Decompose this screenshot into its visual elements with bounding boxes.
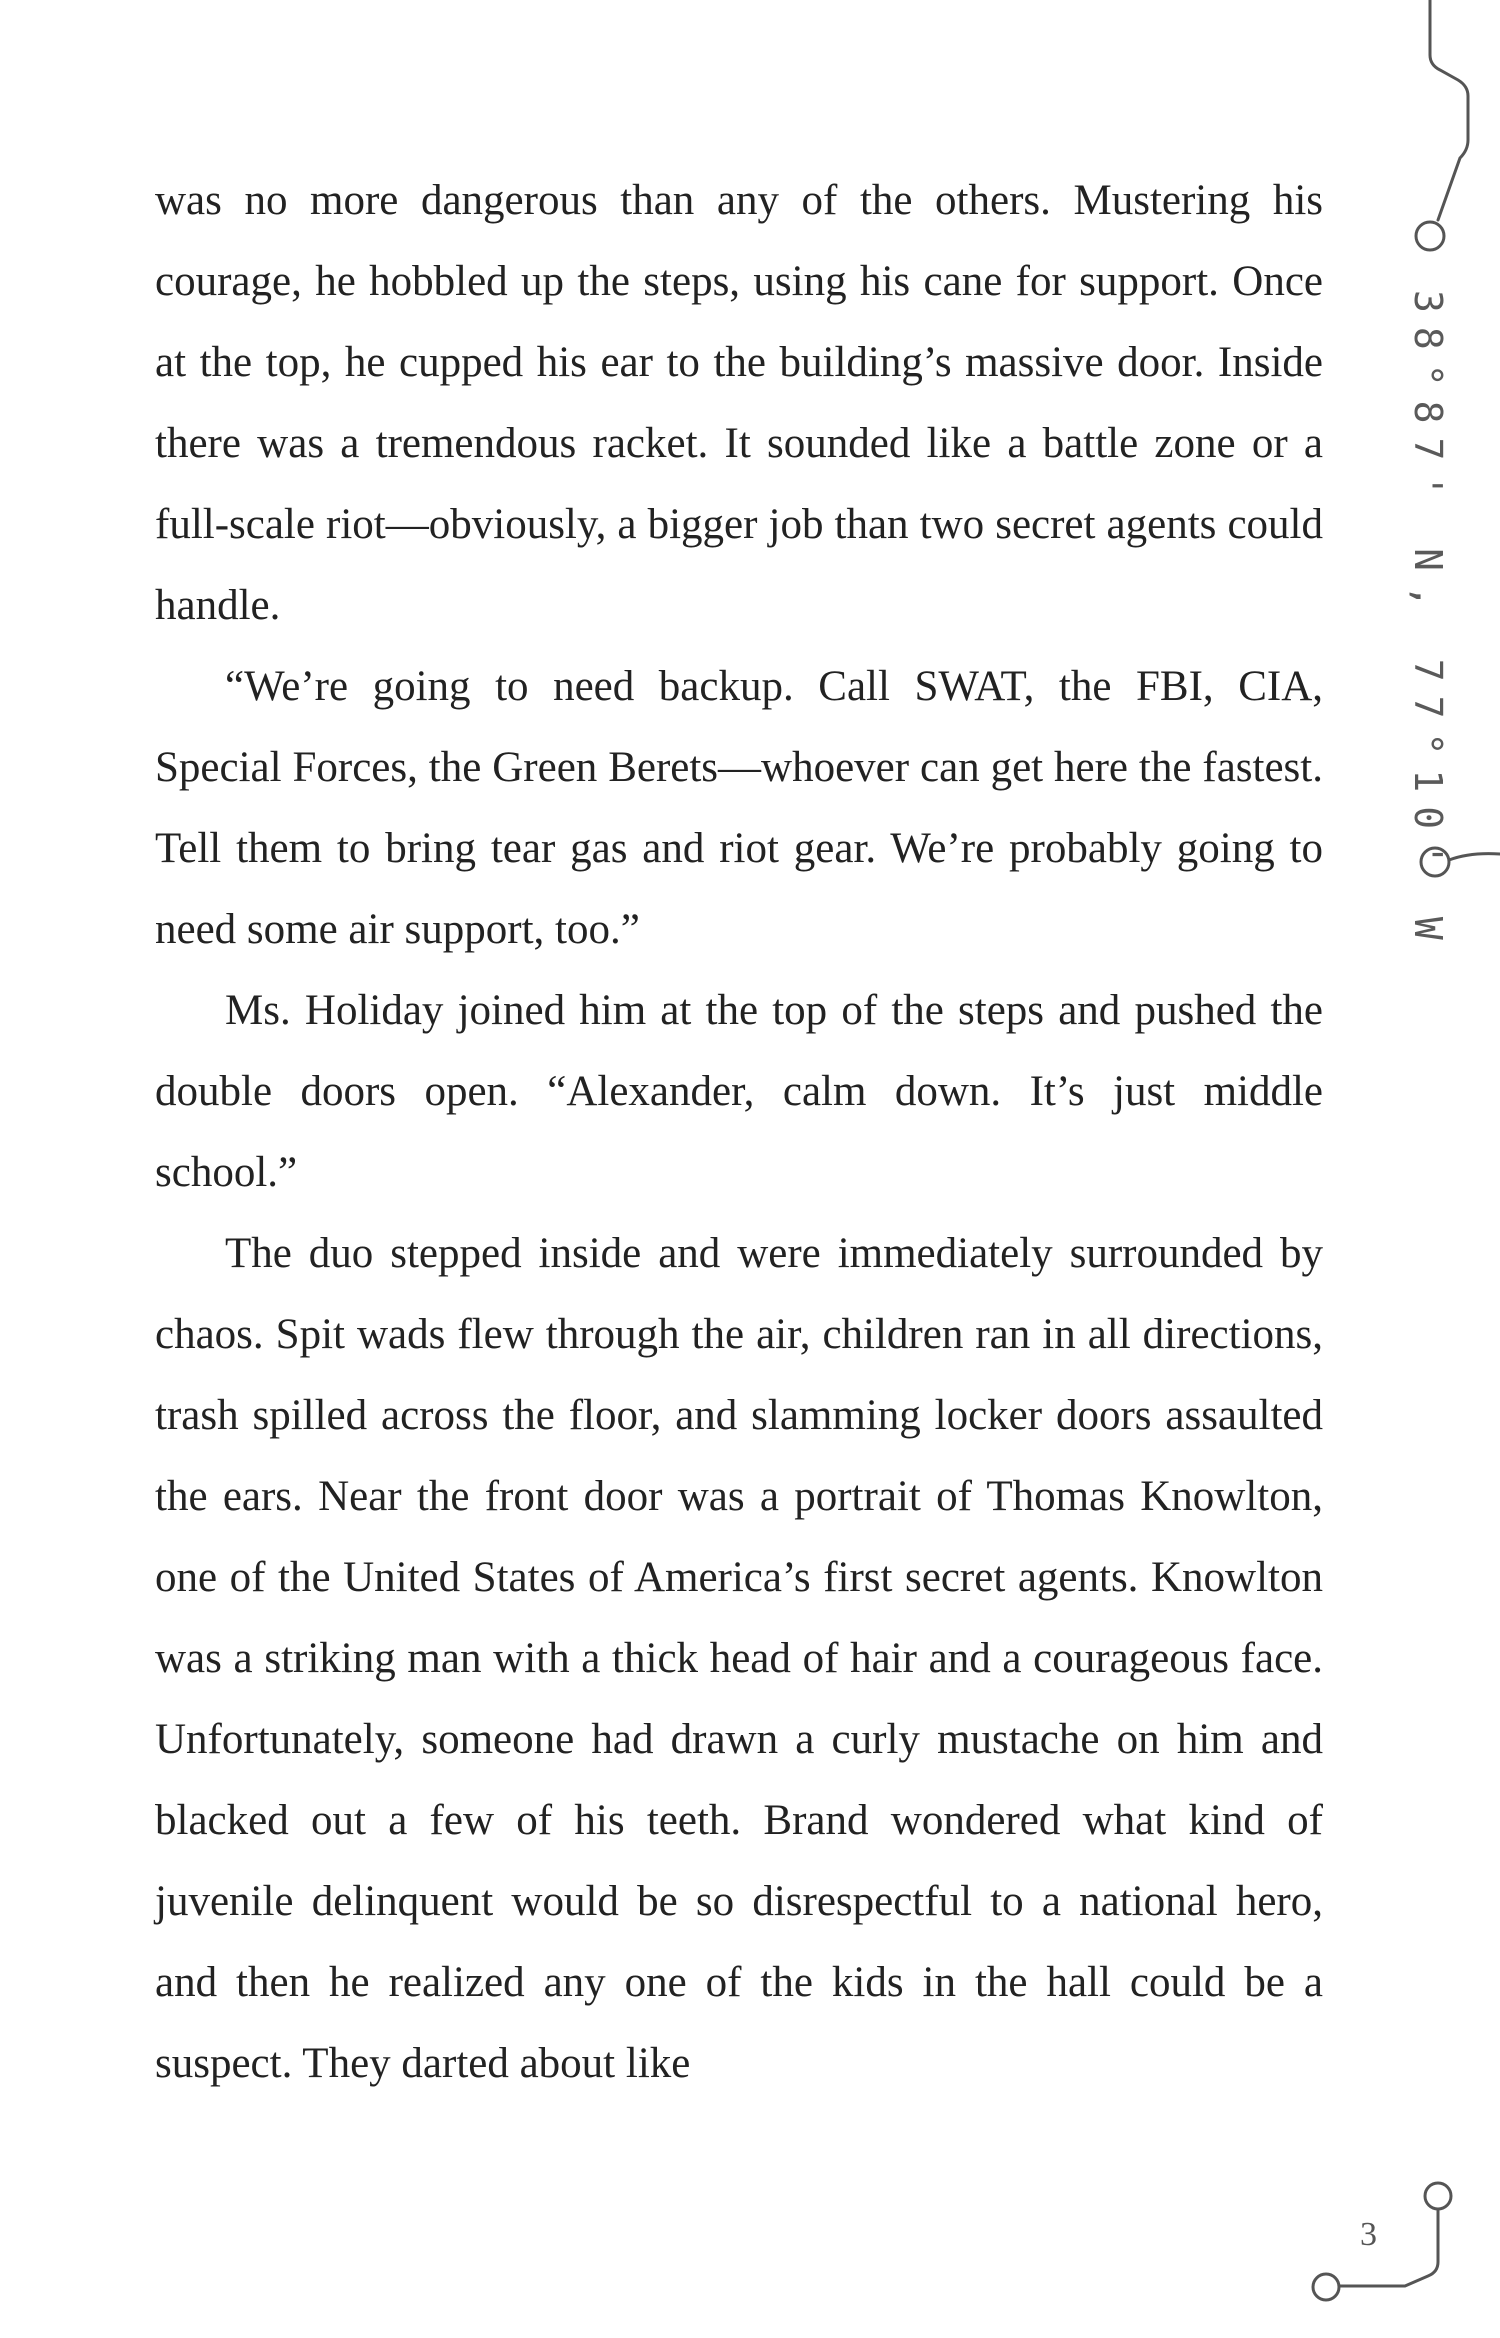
page-number: 3 [1360, 2216, 1377, 2253]
top-circuit-trace [1430, 0, 1468, 220]
sidebar-coordinates: 38°87' N, 77°10' W [1406, 290, 1450, 954]
bottom-circuit-node-left [1313, 2274, 1339, 2300]
paragraph-3: Ms. Holiday joined him at the top of the steps and pushed the double doors open. “Alexander, calm down. It’s just middle school.” [155, 987, 1323, 1196]
top-circuit-node [1416, 222, 1444, 250]
paragraph-1: was no more dangerous than any of the others. Mustering his courage, he hobbled up the steps, using his cane for support. Once at the top, he cupped his ear to the building’s massive door. Inside there was a tremendous racket. It sounded like a battle zone or a full-scale riot—obviously, a bigger job than two secret agents could handle. [155, 177, 1323, 629]
paragraph-2: “We’re going to need backup. Call SWAT, the FBI, CIA, Special Forces, the Green Berets—whoever can get here the fastest. Tell them to bring tear gas and riot gear. We’re probably going to need some air support, too.” [155, 663, 1323, 953]
bottom-circuit-trace [1340, 2209, 1438, 2286]
bottom-circuit-node-top [1425, 2183, 1451, 2209]
paragraph-4: The duo stepped inside and were immediately surrounded by chaos. Spit wads flew through the air, children ran in all directions, trash spilled across the floor, and slamming locker doors assaulted the ears. Near the front door was a portrait of Thomas Knowlton, one of the United States of America’s first secret agents. Knowlton was a striking man with a thick head of hair and a courageous face. Unfortunately, someone had drawn a curly mustache on him and blacked out a few of his teeth. Brand wondered what kind of juvenile delinquent would be so disrespectful to a national hero, and then he realized any one of the kids in the hall could be a suspect. They darted about like [155, 1230, 1323, 2087]
middle-circuit-trace [1449, 854, 1500, 860]
